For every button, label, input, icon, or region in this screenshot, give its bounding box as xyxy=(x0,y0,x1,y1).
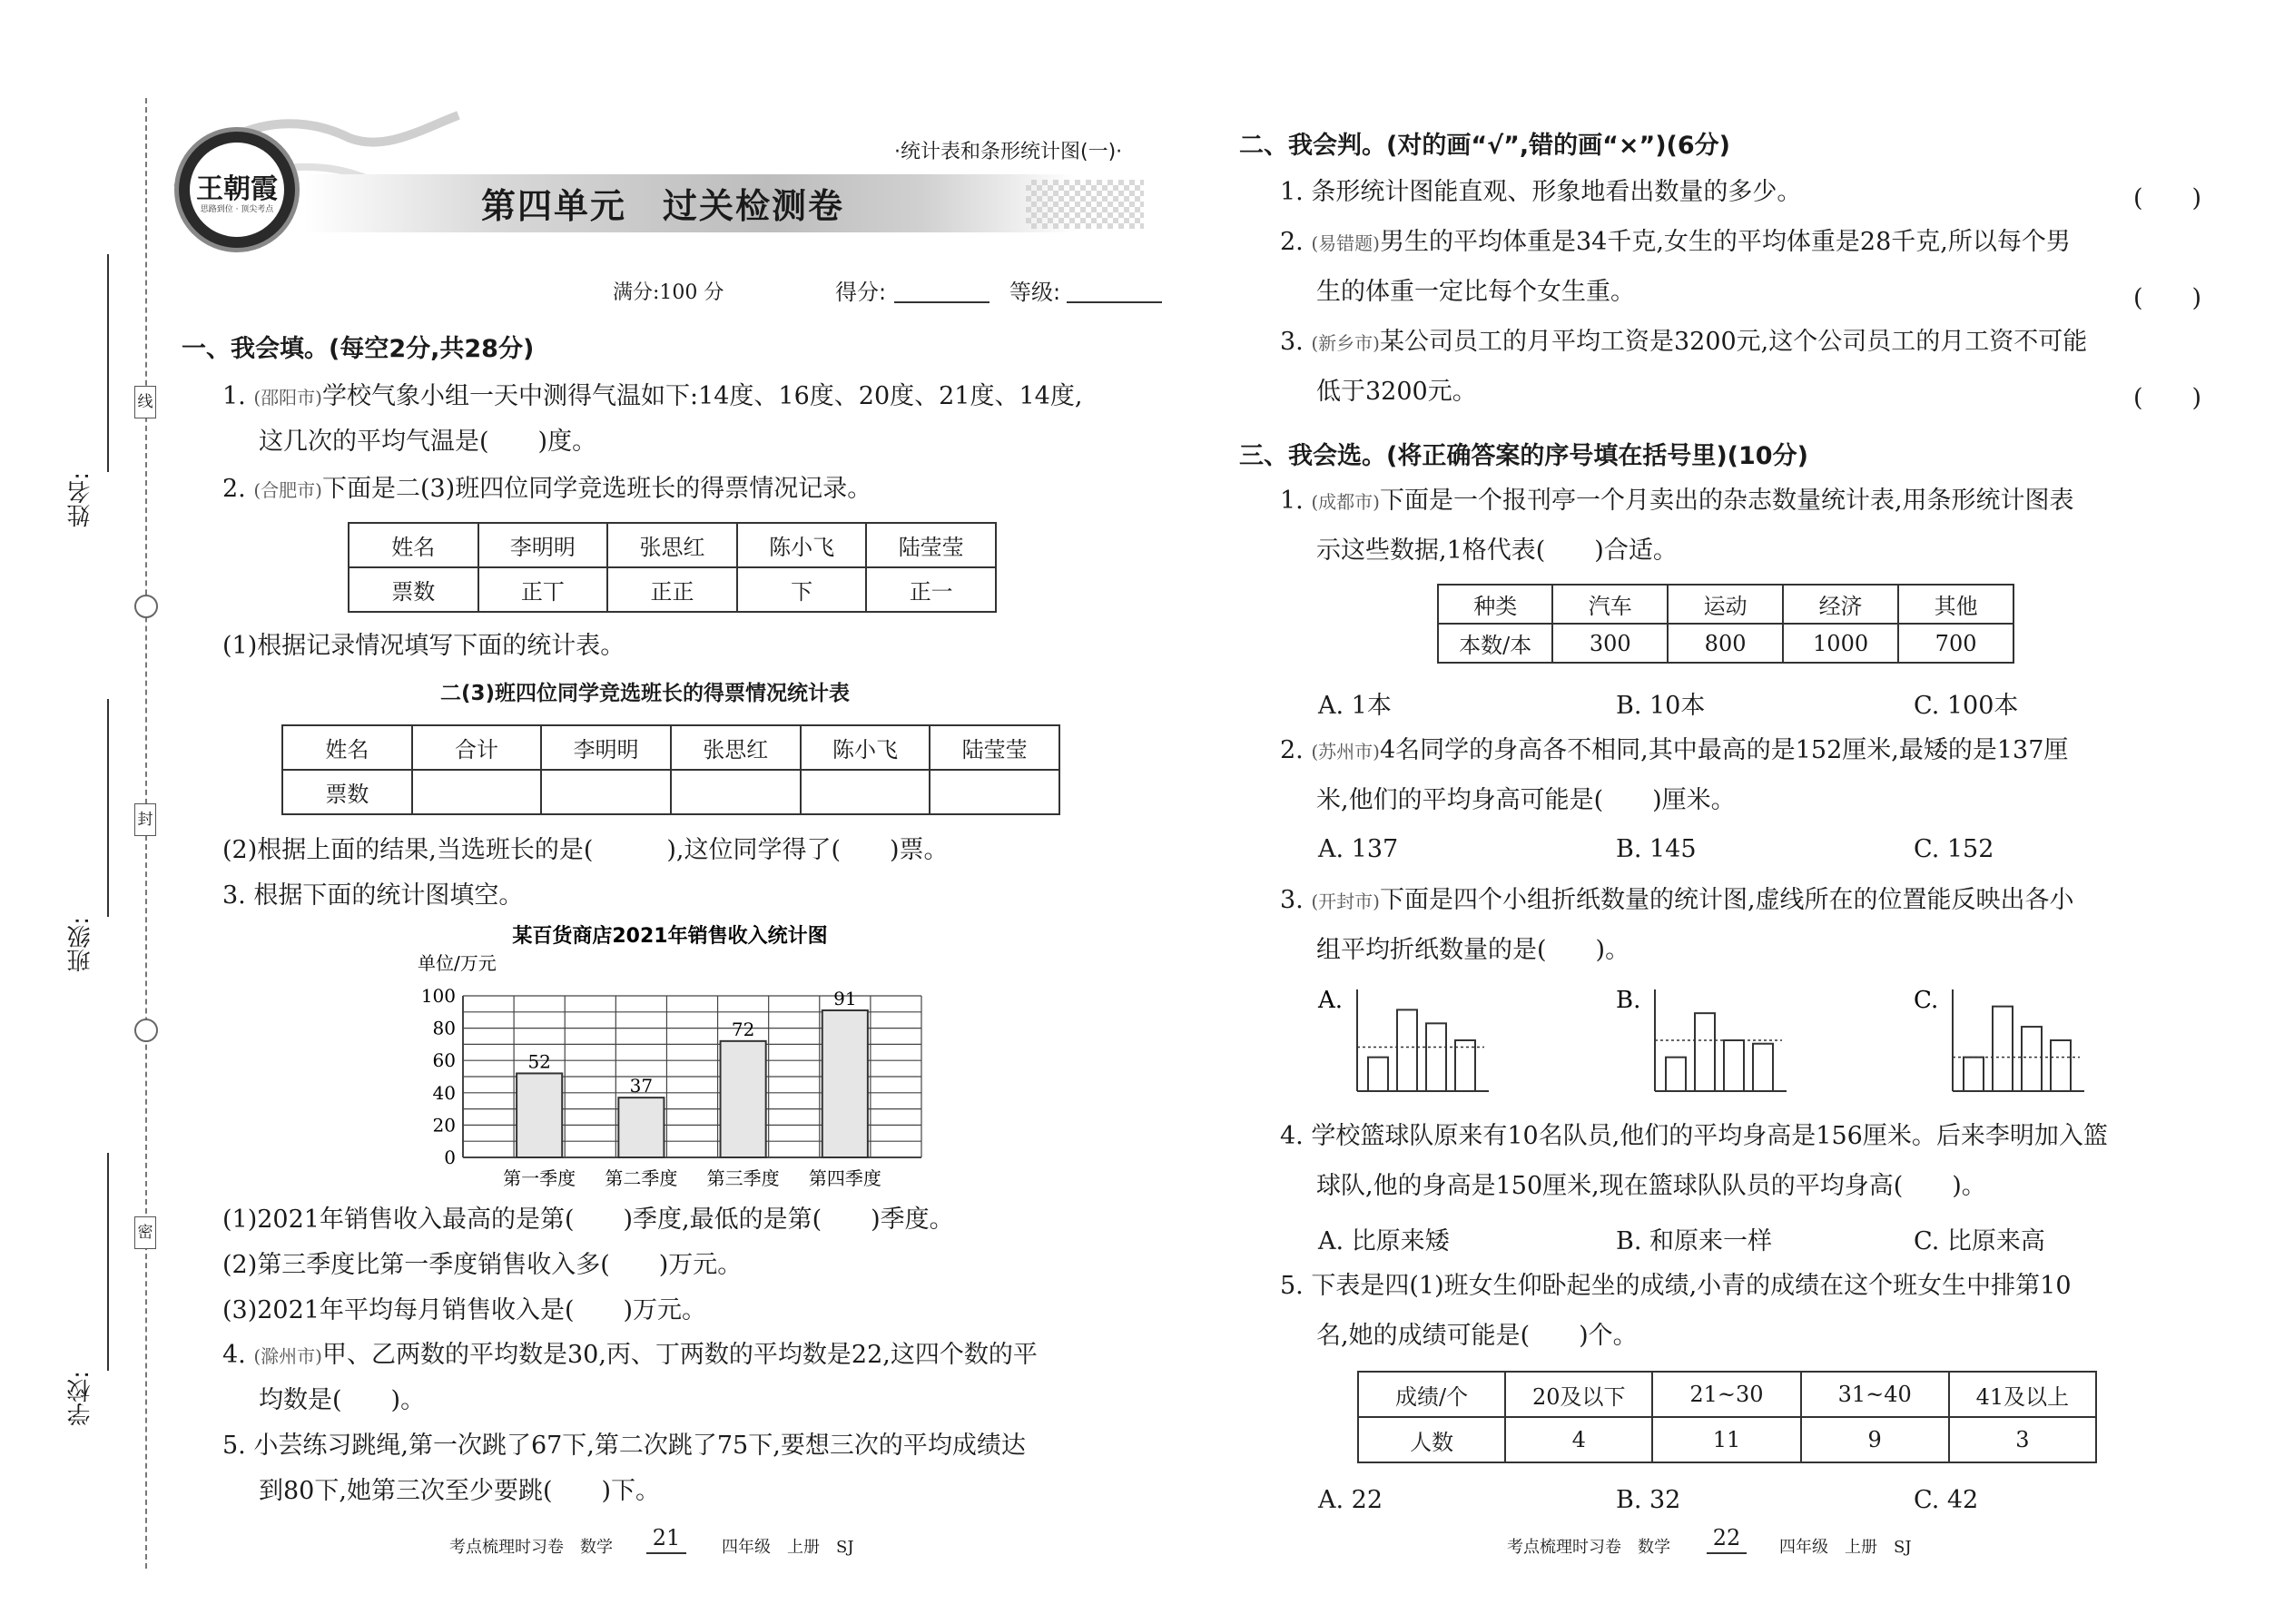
s3-q3-line2: 组平均折纸数量的是( )。 xyxy=(1316,936,1630,964)
table-cell: 4 xyxy=(1505,1417,1652,1462)
table-row xyxy=(349,567,996,612)
y-tick-label: 60 xyxy=(432,1049,456,1072)
s1-q5-line2: 到80下,她第三次至少要跳( )下。 xyxy=(259,1477,661,1505)
table-cell: 人数 xyxy=(1358,1417,1505,1462)
q-text: 下面是四个小组折纸数量的统计图,虚线所在的位置能反映出各小 xyxy=(1379,886,2074,914)
table-cell: 本数/本 xyxy=(1438,624,1552,663)
answer-cell[interactable] xyxy=(801,770,930,814)
y-tick-label: 100 xyxy=(420,985,456,1007)
table-cell: 合计 xyxy=(412,725,542,770)
answer-cell[interactable] xyxy=(541,770,671,814)
q-source: (成都市) xyxy=(1311,491,1380,513)
school-underline xyxy=(107,1153,109,1371)
school-label: 学校: xyxy=(67,1371,94,1426)
stat-table xyxy=(281,724,1060,815)
score-label: 得分: xyxy=(835,280,887,305)
q-num: 2. xyxy=(222,475,246,503)
q-num: 1. xyxy=(1280,178,1304,206)
q-text: 某公司员工的月平均工资是3200元,这个公司员工的月工资不可能 xyxy=(1379,328,2088,356)
y-tick-label: 0 xyxy=(444,1147,456,1168)
table-cell: 3 xyxy=(1949,1417,2096,1462)
s2-q1 xyxy=(1280,168,1801,217)
table-cell: 陈小飞 xyxy=(801,725,930,770)
checker-pattern xyxy=(1026,180,1144,229)
bar xyxy=(618,1097,664,1157)
bar xyxy=(721,1041,766,1157)
answer-cell[interactable] xyxy=(930,770,1059,814)
q-num: 3. xyxy=(222,881,246,910)
table-cell: 700 xyxy=(1898,624,2013,663)
page-number: 22 xyxy=(1712,1525,1741,1550)
s3-q5-line2: 名,她的成绩可能是( )个。 xyxy=(1316,1322,1638,1350)
q-text: 4名同学的身高各不相同,其中最高的是152厘米,最矮的是137厘 xyxy=(1379,736,2069,764)
q-text: 下面是二(3)班四位同学竞选班长的得票情况记录。 xyxy=(321,475,872,503)
q-text: 学校气象小组一天中测得气温如下:14度、16度、20度、21度、14度, xyxy=(321,382,1083,410)
option-a[interactable]: A. 比原来矮 xyxy=(1318,1227,1450,1255)
class-underline xyxy=(107,699,109,917)
margin-mark-seal: 封 xyxy=(134,803,156,836)
table-cell: 1000 xyxy=(1783,624,1898,663)
x-tick-label: 第一季度 xyxy=(503,1167,576,1189)
q-num: 5. xyxy=(1280,1272,1304,1300)
section-3-title: 三、我会选。(将正确答案的序号填在括号里)(10分) xyxy=(1239,442,1808,470)
s3-q4-line2: 球队,他的身高是150厘米,现在篮球队队员的平均身高( )。 xyxy=(1316,1172,1986,1200)
class-label: 班级: xyxy=(67,917,94,972)
q-num: 1. xyxy=(1280,487,1304,515)
bar xyxy=(1993,1007,2013,1091)
option-a[interactable]: A. 137 xyxy=(1318,835,1399,863)
s3-q1-line2: 示这些数据,1格代表( )合适。 xyxy=(1316,536,1678,565)
brand-name: 王朝霞 xyxy=(196,173,278,205)
option-label: A. xyxy=(1318,987,1344,1014)
footer-left-page xyxy=(646,1525,686,1554)
situp-score-table xyxy=(1357,1371,2097,1463)
x-tick-label: 第二季度 xyxy=(605,1167,678,1189)
judge-paren-2[interactable]: ( ) xyxy=(2133,284,2202,312)
x-tick-label: 第四季度 xyxy=(808,1167,881,1189)
s2-q3-line2: 低于3200元。 xyxy=(1316,378,1477,406)
section-2-title: 二、我会判。(对的画“√”,错的画“×”)(6分) xyxy=(1239,132,1731,160)
s3-q4 xyxy=(1280,1112,2108,1161)
table-row xyxy=(1358,1372,2096,1417)
table-cell: 姓名 xyxy=(282,725,412,770)
s1-q4-line2: 均数是( )。 xyxy=(259,1386,426,1414)
table-row xyxy=(349,523,996,567)
table-cell: 31~40 xyxy=(1801,1372,1949,1417)
option-c[interactable]: C. 100本 xyxy=(1914,692,2019,720)
table-cell: 运动 xyxy=(1668,585,1783,624)
data-label: 37 xyxy=(629,1075,654,1097)
x-tick-label: 第三季度 xyxy=(706,1167,780,1189)
option-label: C. xyxy=(1914,987,1939,1014)
sales-bar-chart xyxy=(381,917,944,1198)
s1-q3-sub3: (3)2021年平均每月销售收入是( )万元。 xyxy=(222,1296,707,1324)
judge-paren-3[interactable]: ( ) xyxy=(2133,384,2202,412)
q-source: (苏州市) xyxy=(1311,741,1380,763)
s3-q5 xyxy=(1280,1262,2072,1311)
bar xyxy=(1455,1040,1475,1091)
table-cell: 41及以上 xyxy=(1949,1372,2096,1417)
option-b-chart[interactable] xyxy=(1614,980,1796,1103)
option-b[interactable]: B. 145 xyxy=(1616,835,1697,863)
s2-q2-line2: 生的体重一定比每个女生重。 xyxy=(1316,278,1635,306)
table-cell: 陆莹莹 xyxy=(930,725,1059,770)
vote-record-table xyxy=(348,522,997,613)
page-number: 21 xyxy=(652,1525,681,1550)
y-tick-label: 20 xyxy=(432,1114,456,1137)
table-cell: 陆莹莹 xyxy=(866,523,996,567)
table-cell: 11 xyxy=(1652,1417,1800,1462)
footer-right-page xyxy=(1707,1525,1747,1554)
bar xyxy=(1426,1023,1446,1091)
option-b[interactable]: B. 和原来一样 xyxy=(1616,1227,1773,1255)
s1-q2-sub2: (2)根据上面的结果,当选班长的是( ),这位同学得了( )票。 xyxy=(222,836,949,864)
option-c[interactable]: C. 152 xyxy=(1914,835,1994,863)
table-cell: 张思红 xyxy=(607,523,737,567)
table-cell: 张思红 xyxy=(671,725,801,770)
q-num: 5. xyxy=(222,1432,246,1460)
q-source: (新乡市) xyxy=(1311,332,1380,354)
table-row xyxy=(282,770,1059,814)
footer-right-text2: 四年级 上册 SJ xyxy=(1779,1538,1912,1557)
grade-blank[interactable] xyxy=(1067,301,1162,303)
bar xyxy=(1964,1058,1984,1091)
table-cell: 正正 xyxy=(607,567,737,612)
table-cell: 票数 xyxy=(349,567,478,612)
option-a[interactable]: A. 1本 xyxy=(1318,692,1392,720)
option-c-chart[interactable] xyxy=(1912,980,2093,1103)
table-cell: 其他 xyxy=(1898,585,2013,624)
footer-right-text: 考点梳理时习卷 数学 xyxy=(1507,1538,1670,1557)
bar xyxy=(2022,1027,2042,1091)
option-c[interactable]: C. 比原来高 xyxy=(1914,1227,2045,1255)
s3-q2-line2: 米,他们的平均身高可能是( )厘米。 xyxy=(1316,786,1736,814)
data-label: 52 xyxy=(527,1050,551,1073)
s1-q3-sub1: (1)2021年销售收入最高的是第( )季度,最低的是第( )季度。 xyxy=(222,1206,954,1234)
table-cell: 陈小飞 xyxy=(737,523,867,567)
q-num: 1. xyxy=(222,382,246,410)
full-score: 满分:100 分 xyxy=(613,281,724,304)
s1-q1 xyxy=(222,372,1082,422)
bar xyxy=(1753,1044,1773,1091)
table-row xyxy=(1438,585,2013,624)
table-cell: 20及以下 xyxy=(1505,1372,1652,1417)
s2-q2 xyxy=(1280,218,2071,268)
y-tick-label: 40 xyxy=(432,1081,456,1104)
chart-ylabel: 单位/万元 xyxy=(418,952,497,974)
table-cell: 下 xyxy=(737,567,867,612)
q-text: 甲、乙两数的平均数是30,丙、丁两数的平均数是22,这四个数的平 xyxy=(321,1341,1038,1369)
table-cell: 李明明 xyxy=(478,523,608,567)
table-cell: 种类 xyxy=(1438,585,1552,624)
q-text: 条形统计图能直观、形象地看出数量的多少。 xyxy=(1311,178,1802,206)
s1-q1-line2: 这几次的平均气温是( )度。 xyxy=(259,428,597,456)
table-cell: 9 xyxy=(1801,1417,1949,1462)
q-source: (邵阳市) xyxy=(253,387,322,408)
s1-q3-sub2: (2)第三季度比第一季度销售收入多( )万元。 xyxy=(222,1251,743,1279)
q-source: (开封市) xyxy=(1311,891,1380,912)
brand-tagline: 思路到位 · 顶尖考点 xyxy=(200,205,274,214)
option-a-chart[interactable] xyxy=(1316,980,1498,1103)
s3-q2 xyxy=(1280,726,2068,776)
q-text: 下表是四(1)班女生仰卧起坐的成绩,小青的成绩在这个班女生中排第10 xyxy=(1311,1272,2072,1300)
data-label: 91 xyxy=(833,988,857,1010)
q-text: 根据下面的统计图填空。 xyxy=(253,881,524,910)
option-c[interactable]: C. 42 xyxy=(1914,1486,1979,1514)
option-b[interactable]: B. 10本 xyxy=(1616,692,1706,720)
brand-logo xyxy=(174,127,300,252)
margin-hole-1 xyxy=(134,595,158,618)
bar xyxy=(2051,1040,2071,1091)
table-row xyxy=(1438,624,2013,663)
s1-q2-sub1: (1)根据记录情况填写下面的统计表。 xyxy=(222,632,625,660)
chart-title: 某百货商店2021年销售收入统计图 xyxy=(512,925,828,948)
q-num: 3. xyxy=(1280,886,1304,914)
bar xyxy=(1695,1013,1715,1091)
q-text: 男生的平均体重是34千克,女生的平均体重是28千克,所以每个男 xyxy=(1379,228,2071,256)
table-cell: 21~30 xyxy=(1652,1372,1800,1417)
magazine-table xyxy=(1437,584,2014,664)
bar xyxy=(1666,1058,1686,1091)
s1-q3 xyxy=(222,871,523,920)
q-text: 学校篮球队原来有10名队员,他们的平均身高是156厘米。后来李明加入篮 xyxy=(1311,1122,2108,1150)
q-source: (易错题) xyxy=(1311,232,1380,254)
q-num: 2. xyxy=(1280,736,1304,764)
s1-q5 xyxy=(222,1422,1026,1471)
judge-paren-1[interactable]: ( ) xyxy=(2133,184,2202,212)
page-title: 第四单元 过关检测卷 xyxy=(481,186,845,226)
stat-table-title: 二(3)班四位同学竞选班长的得票情况统计表 xyxy=(440,682,851,705)
bar xyxy=(822,1010,868,1157)
grade-label: 等级: xyxy=(1009,280,1061,305)
margin-mark-line: 线 xyxy=(134,386,156,418)
table-cell: 姓名 xyxy=(349,523,478,567)
bar xyxy=(1724,1040,1744,1091)
table-cell: 800 xyxy=(1668,624,1783,663)
answer-cell[interactable] xyxy=(671,770,801,814)
q-text: 小芸练习跳绳,第一次跳了67下,第二次跳了75下,要想三次的平均成绩达 xyxy=(253,1432,1026,1460)
s2-q3 xyxy=(1280,318,2087,368)
q-num: 4. xyxy=(1280,1122,1304,1150)
option-b[interactable]: B. 32 xyxy=(1616,1486,1681,1514)
footer-left-text2: 四年级 上册 SJ xyxy=(722,1538,854,1557)
table-cell: 汽车 xyxy=(1552,585,1668,624)
name-label: 姓名: xyxy=(67,472,94,527)
name-underline xyxy=(107,254,109,472)
q-num: 2. xyxy=(1280,228,1304,256)
footer-left-text: 考点梳理时习卷 数学 xyxy=(449,1538,613,1557)
q-source: (滁州市) xyxy=(253,1345,322,1367)
q-text: 下面是一个报刊亭一个月卖出的杂志数量统计表,用条形统计图表 xyxy=(1379,487,2074,515)
score-blank[interactable] xyxy=(894,301,989,303)
bar xyxy=(1397,1009,1417,1091)
section-1-title: 一、我会填。(每空2分,共28分) xyxy=(182,335,535,363)
table-cell: 300 xyxy=(1552,624,1668,663)
margin-mark-secret: 密 xyxy=(134,1216,156,1249)
bar xyxy=(1368,1058,1388,1091)
table-cell: 正一 xyxy=(866,567,996,612)
margin-hole-2 xyxy=(134,1019,158,1042)
table-row xyxy=(282,725,1059,770)
option-label: B. xyxy=(1616,987,1641,1014)
q-source: (合肥市) xyxy=(253,479,322,501)
table-row xyxy=(1358,1417,2096,1462)
s1-q2 xyxy=(222,465,871,515)
q-num: 4. xyxy=(222,1341,246,1369)
s1-q4 xyxy=(222,1331,1038,1381)
table-cell: 李明明 xyxy=(541,725,671,770)
answer-cell[interactable] xyxy=(412,770,542,814)
table-cell: 成绩/个 xyxy=(1358,1372,1505,1417)
s3-q3 xyxy=(1280,876,2074,926)
table-cell: 票数 xyxy=(282,770,412,814)
data-label: 72 xyxy=(731,1018,755,1040)
bar xyxy=(517,1073,562,1157)
s3-q1 xyxy=(1280,477,2074,527)
q-num: 3. xyxy=(1280,328,1304,356)
option-a[interactable]: A. 22 xyxy=(1318,1486,1383,1514)
table-cell: 经济 xyxy=(1783,585,1898,624)
table-cell: 正丅 xyxy=(478,567,608,612)
banner-subtitle: ·统计表和条形统计图(一)· xyxy=(894,141,1123,163)
y-tick-label: 80 xyxy=(432,1017,456,1039)
